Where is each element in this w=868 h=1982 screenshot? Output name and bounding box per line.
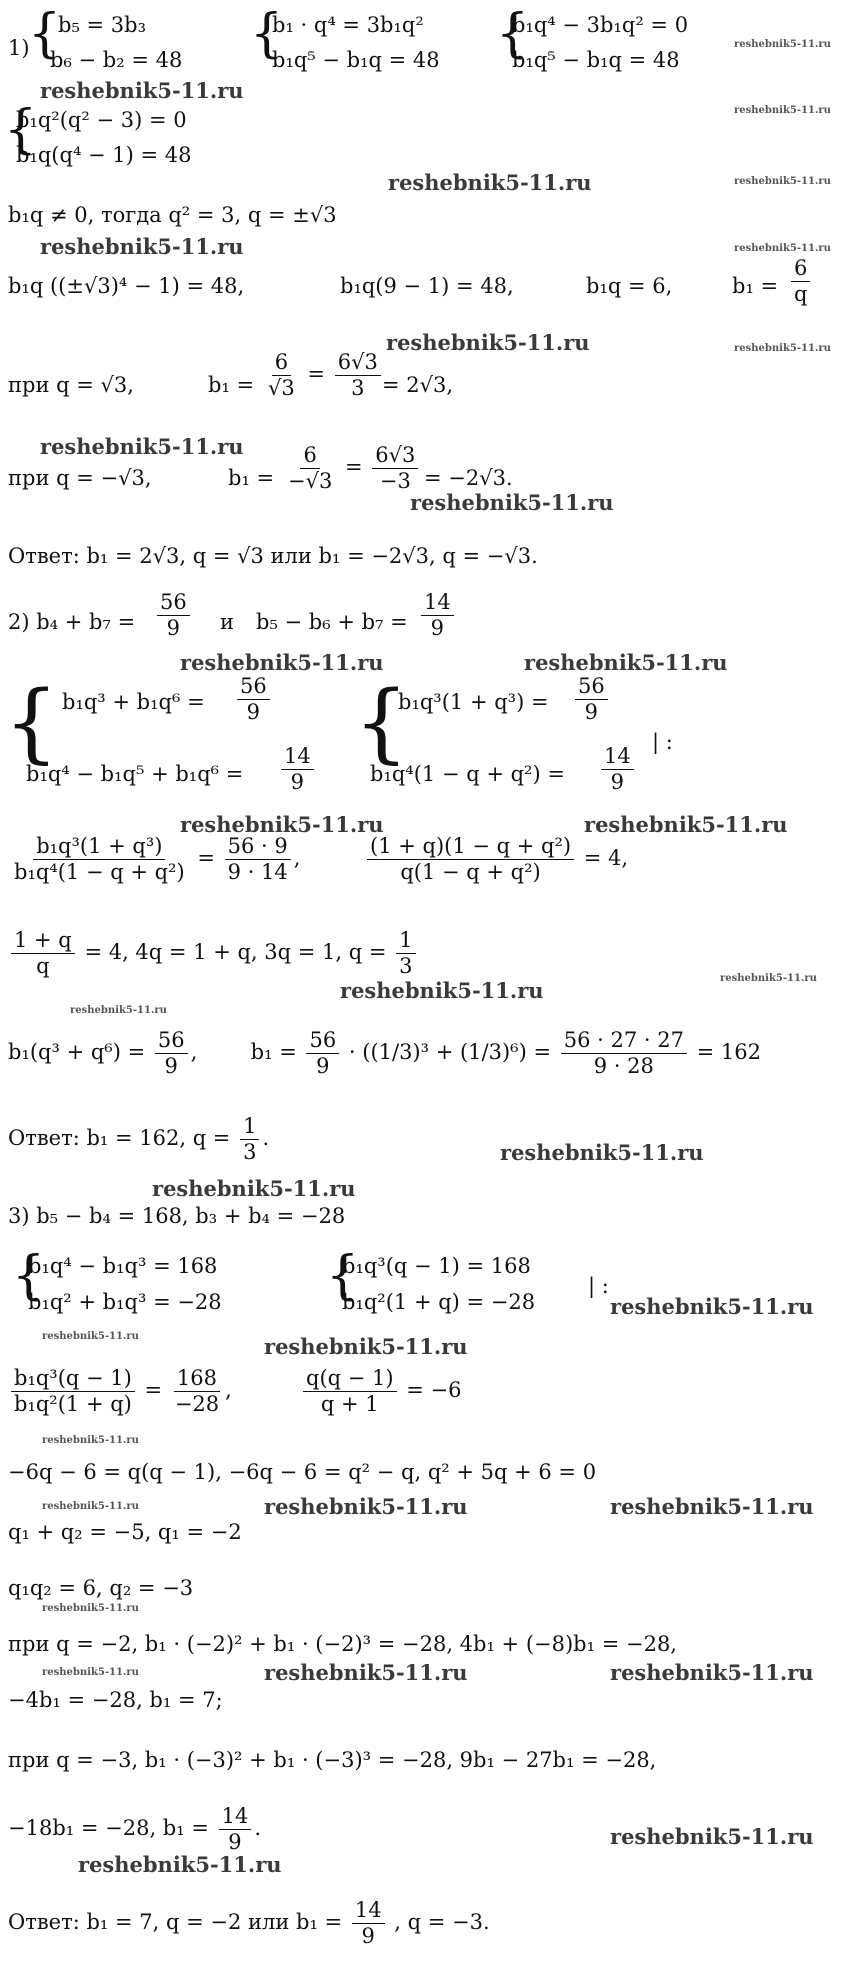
fraction: [598, 746, 637, 793]
watermark: reshebnik5-11.ru: [524, 650, 728, 675]
fraction-num: 14: [421, 592, 454, 616]
fraction-den: 9 · 28: [593, 1054, 654, 1078]
answer: Ответ: b₁ = 7, q = −2 или b₁ =: [8, 1910, 343, 1934]
equation: b₁q² + b₁q³ = −28: [28, 1290, 222, 1314]
fraction-num: 56: [237, 676, 270, 700]
equation: и: [220, 610, 234, 634]
watermark: reshebnik5-11.ru: [610, 1824, 814, 1849]
fraction-num: 56: [306, 1030, 339, 1054]
fraction-den: 9: [246, 700, 261, 724]
fraction-num: 1: [396, 930, 415, 954]
equation: −6q − 6 = q(q − 1), −6q − 6 = q² − q, q² + 5q + 6 = 0: [8, 1460, 597, 1484]
equation: 2) b₄ + b₇ =: [8, 610, 136, 634]
watermark: reshebnik5-11.ru: [734, 105, 831, 116]
fraction-den: −3: [379, 469, 411, 493]
equation: b₁q⁴(1 − q + q²) =: [370, 762, 565, 786]
fraction-num: 56: [575, 676, 608, 700]
fraction: [278, 746, 317, 793]
equation: b₁q⁴ − 3b₁q² = 0: [512, 13, 689, 37]
equation: ((1/3)³ + (1/3)⁶): [362, 1040, 527, 1064]
equation: b₁q⁴ − b₁q⁵ + b₁q⁶ =: [26, 762, 244, 786]
equation: = 2√3,: [382, 373, 454, 397]
equation: = 162: [696, 1040, 762, 1064]
equation-line: b₁(q³ + q⁶) = $\frac{56}{9}$ , b₁ = $\frac{56}{9}$ · ((1/3)³ + (1/3)⁶) = $\frac{56 \cdot 27 \cdot 27}{9 \cdot 28}$ = 162: [8, 1028, 762, 1078]
fraction-den: 9: [290, 770, 305, 794]
fraction-num: 14: [601, 746, 634, 770]
equation: q₁ + q₂ = −5, q₁ = −2: [8, 1520, 242, 1544]
watermark: reshebnik5-11.ru: [734, 176, 831, 187]
fraction-den: −28: [174, 1392, 220, 1416]
equation: b₅ − b₆ + b₇ =: [256, 610, 408, 634]
equation: b₁q(q⁴ − 1) = 48: [16, 143, 192, 167]
watermark: reshebnik5-11.ru: [42, 1603, 139, 1614]
fraction: [154, 592, 193, 639]
equation-line: −18b₁ = −28, b₁ = $\frac{14}{9}$ .: [8, 1804, 262, 1854]
watermark: reshebnik5-11.ru: [40, 234, 244, 259]
answer-line: [8, 1900, 490, 1947]
fraction-den: 3: [351, 376, 365, 400]
fraction: [234, 676, 273, 723]
equation: b₁q ≠ 0, тогда q² = 3, q = ±√3: [8, 203, 337, 227]
watermark: reshebnik5-11.ru: [78, 1852, 282, 1877]
watermark: reshebnik5-11.ru: [610, 1660, 814, 1685]
answer: Ответ: b₁ = 2√3, q = √3 или b₁ = −2√3, q = −√3.: [8, 544, 538, 568]
fraction-num: 14: [352, 1900, 385, 1924]
equation: b₁q²(q² − 3) = 0: [16, 108, 187, 132]
divide-mark: | :: [588, 1274, 609, 1298]
answer: , q = −3.: [394, 1910, 490, 1934]
fraction-num: q(q − 1): [303, 1368, 397, 1392]
watermark: reshebnik5-11.ru: [734, 39, 831, 50]
fraction-num: 1: [240, 1116, 259, 1140]
fraction-num: 6√3: [372, 445, 418, 469]
equation: b₁q⁵ − b₁q = 48: [512, 48, 680, 72]
fraction-num: 56: [157, 592, 190, 616]
watermark: reshebnik5-11.ru: [386, 330, 590, 355]
equation: q₁q₂ = 6, q₂ = −3: [8, 1576, 194, 1600]
fraction-den: −√3: [288, 469, 333, 493]
equation: при q = −2, b₁ · (−2)² + b₁ · (−2)³ = −28, 4b₁ + (−8)b₁ = −28,: [8, 1632, 677, 1656]
brace-icon: {: [496, 4, 530, 64]
equation: b₁(q³ + q⁶) =: [8, 1040, 146, 1064]
watermark: reshebnik5-11.ru: [340, 978, 544, 1003]
brace-icon: {: [12, 1246, 46, 1306]
fraction-den: 9 · 14: [227, 860, 288, 884]
fraction: $\frac{6}{-√3}$ = $\frac{6√3}{-3}$: [282, 445, 421, 492]
watermark: reshebnik5-11.ru: [264, 1334, 468, 1359]
fraction-den: b₁q⁴(1 − q + q²): [14, 860, 185, 884]
equation: = −2√3.: [424, 466, 513, 490]
equation: при q = √3,: [8, 373, 134, 397]
fraction-num: 56 · 27 · 27: [561, 1030, 687, 1054]
fraction-den: q(1 − q + q²): [400, 860, 541, 884]
watermark: reshebnik5-11.ru: [180, 650, 384, 675]
fraction: [572, 676, 611, 723]
fraction-den: q: [36, 954, 50, 978]
equation: b₁q²(1 + q) = −28: [342, 1290, 536, 1314]
watermark: reshebnik5-11.ru: [40, 78, 244, 103]
equation: = 4, 4q = 1 + q, 3q = 1, q =: [84, 940, 387, 964]
fraction-num: 6√3: [335, 352, 381, 376]
fraction: [788, 258, 813, 305]
equation: b₅ = 3b₃: [58, 13, 147, 37]
equation: b₁q(9 − 1) = 48,: [340, 274, 514, 298]
answer-line: Ответ: b₁ = 162, q = $\frac{1}{3}$ .: [8, 1114, 270, 1164]
fraction: $\frac{6}{√3}$ = $\frac{6√3}{3}$: [262, 352, 384, 399]
watermark: reshebnik5-11.ru: [264, 1494, 468, 1519]
fraction-den: 9: [430, 616, 445, 640]
fraction-den: q + 1: [320, 1392, 379, 1416]
fraction-den: q: [794, 282, 808, 306]
brace-icon: {: [28, 4, 62, 64]
brace-icon: {: [4, 673, 59, 773]
fraction-den: 9: [361, 1924, 375, 1948]
divide-mark: | :: [652, 730, 673, 754]
watermark: reshebnik5-11.ru: [410, 490, 614, 515]
equation: при q = −√3,: [8, 466, 152, 490]
equation: b₁ =: [250, 1040, 297, 1064]
equation: −4b₁ = −28, b₁ = 7;: [8, 1688, 223, 1712]
watermark: reshebnik5-11.ru: [42, 1435, 139, 1446]
fraction-num: (1 + q)(1 − q + q²): [367, 836, 574, 860]
fraction-num: 6: [791, 258, 810, 282]
watermark: reshebnik5-11.ru: [720, 973, 817, 984]
watermark: reshebnik5-11.ru: [264, 1660, 468, 1685]
fraction-num: b₁q³(1 + q³): [33, 836, 165, 860]
fraction-num: b₁q³(q − 1): [11, 1368, 135, 1392]
fraction-num: 14: [219, 1806, 252, 1830]
fraction-den: 3: [399, 954, 413, 978]
equation: при q = −3, b₁ · (−3)² + b₁ · (−3)³ = −28, 9b₁ − 27b₁ = −28,: [8, 1748, 657, 1772]
equation: b₁q⁴ − b₁q³ = 168: [28, 1254, 218, 1278]
watermark: reshebnik5-11.ru: [152, 1176, 356, 1201]
fraction: [8, 930, 419, 977]
equation: = 4,: [583, 846, 629, 870]
equation: b₁q = 6,: [586, 274, 673, 298]
equation: b₁q³(q − 1) = 168: [342, 1254, 531, 1278]
part1-label: 1): [8, 36, 30, 60]
watermark: reshebnik5-11.ru: [500, 1140, 704, 1165]
fraction-num: 14: [281, 746, 314, 770]
watermark: reshebnik5-11.ru: [42, 1667, 139, 1678]
equation: b₁ =: [228, 466, 275, 490]
equation: b₁ · q⁴ = 3b₁q²: [272, 13, 424, 37]
fraction: $\frac{\text{b₁q³(1 + q³)}}{\text{b₁q⁴(1 − q + q²)}}$ = $\frac{56 \cdot 9}{9 \cdot 14}$ ,: [8, 836, 300, 883]
fraction-den: 9: [166, 616, 181, 640]
fraction: $\frac{\text{b₁q³(q − 1)}}{\text{b₁q²(1 + q)}}$ = $\frac{168}{-28}$ ,: [8, 1368, 232, 1415]
brace-icon: {: [4, 100, 38, 160]
fraction-num: 1 + q: [11, 930, 75, 954]
brace-icon: {: [250, 4, 284, 64]
equation: −18b₁ = −28, b₁ =: [8, 1816, 209, 1840]
equation: b₁q⁵ − b₁q = 48: [272, 48, 440, 72]
fraction-den: 3: [243, 1140, 257, 1164]
answer: Ответ: b₁ = 162, q =: [8, 1126, 231, 1150]
fraction-den: b₁q²(1 + q): [14, 1392, 132, 1416]
fraction-num: 56: [155, 1030, 188, 1054]
watermark: reshebnik5-11.ru: [70, 1005, 167, 1016]
brace-icon: {: [354, 673, 409, 773]
equation: b₁q³ + b₁q⁶ =: [62, 690, 205, 714]
watermark: reshebnik5-11.ru: [734, 243, 831, 254]
equation: b₁ =: [732, 274, 779, 298]
fraction-den: 9: [316, 1054, 330, 1078]
brace-icon: {: [326, 1246, 360, 1306]
watermark: reshebnik5-11.ru: [584, 812, 788, 837]
watermark: reshebnik5-11.ru: [42, 1331, 139, 1342]
fraction-num: 6: [272, 352, 291, 376]
fraction-num: 168: [174, 1368, 220, 1392]
watermark: reshebnik5-11.ru: [40, 434, 244, 459]
equation: b₆ − b₂ = 48: [50, 48, 183, 72]
fraction-den: √3: [268, 376, 295, 400]
equation: b₁q ((±√3)⁴ − 1) = 48,: [8, 274, 245, 298]
watermark: reshebnik5-11.ru: [42, 1501, 139, 1512]
watermark: reshebnik5-11.ru: [388, 170, 592, 195]
fraction-den: 9: [584, 700, 599, 724]
fraction: [300, 1368, 462, 1415]
watermark: reshebnik5-11.ru: [610, 1494, 814, 1519]
equation: = −6: [406, 1378, 462, 1402]
fraction-den: 9: [610, 770, 625, 794]
watermark: reshebnik5-11.ru: [180, 812, 384, 837]
fraction-num: 56 · 9: [225, 836, 291, 860]
equation: b₁ =: [208, 373, 255, 397]
equation: 3) b₅ − b₄ = 168, b₃ + b₄ = −28: [8, 1204, 346, 1228]
fraction-den: 9: [164, 1054, 178, 1078]
fraction: [364, 836, 628, 883]
watermark: reshebnik5-11.ru: [734, 343, 831, 354]
fraction-num: 6: [300, 445, 319, 469]
watermark: reshebnik5-11.ru: [610, 1294, 814, 1319]
fraction: [418, 592, 457, 639]
fraction-den: 9: [228, 1830, 242, 1854]
equation: b₁q³(1 + q³) =: [398, 690, 549, 714]
